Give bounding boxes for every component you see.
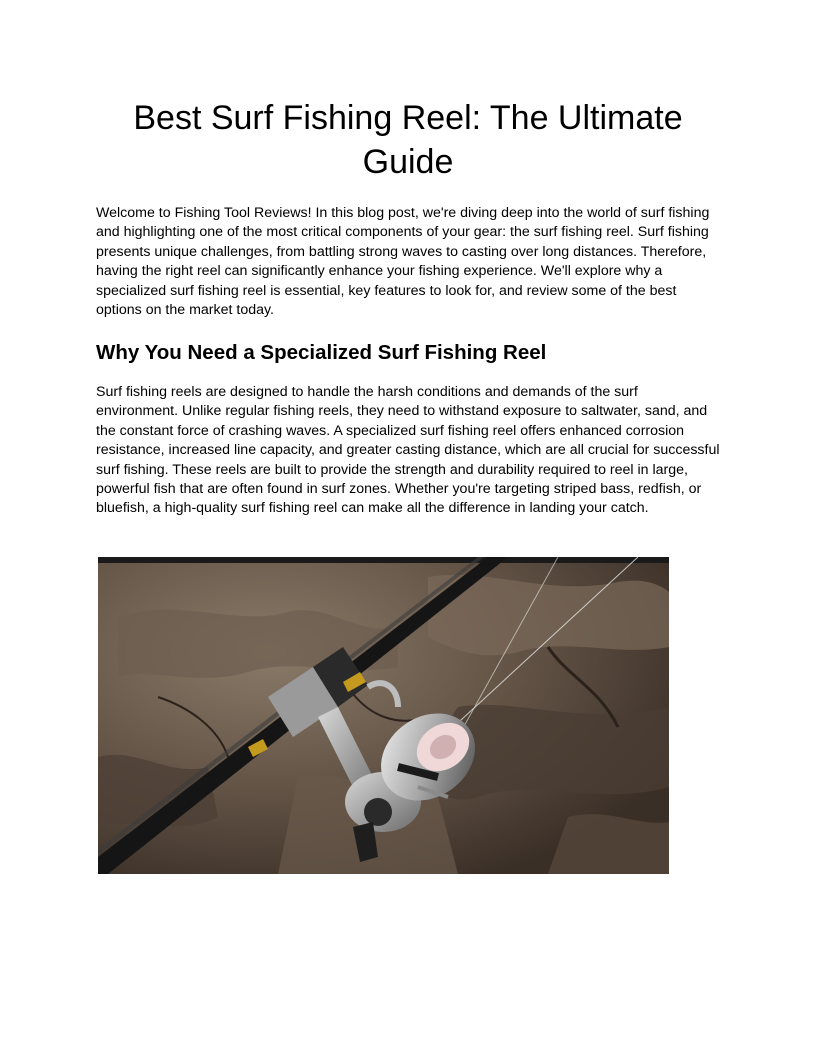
page-title: Best Surf Fishing Reel: The Ultimate Guide	[133, 99, 683, 181]
section-paragraph: Surf fishing reels are designed to handle the harsh conditions and demands of the surf environment. Unlike regular fishing reels, they need to withstand exposure to saltwater, sand, and the constant force of crashing waves. A specialized surf fishing reel offers enhanced corrosion resistance, increased line capacity, and greater casting distance, which are all crucial for successful surf fishing. These reels are built to provide the strength and durability required to reel in large, powerful fish that are often found in surf zones. Whether you're targeting striped bass, redfish, or bluefish, a high-quality surf fishing reel can make all the difference in landing your catch.	[96, 384, 720, 517]
fishing-reel-illustration	[98, 557, 669, 874]
intro-paragraph: Welcome to Fishing Tool Reviews! In this blog post, we're diving deep into the world of surf fishing and highlighting one of the most critical components of your gear: the surf fishing reel. Surf fishing presents unique challenges, from battling strong waves to casting over long distances. Therefore, having the right reel can significantly enhance your fishing experience. We'll explore why a specialized surf fishing reel is essential, key features to look for, and review some of the best options on the market today.	[96, 205, 710, 319]
fishing-reel-photo	[98, 557, 669, 874]
section-heading: Why You Need a Specialized Surf Fishing Reel	[96, 341, 547, 364]
